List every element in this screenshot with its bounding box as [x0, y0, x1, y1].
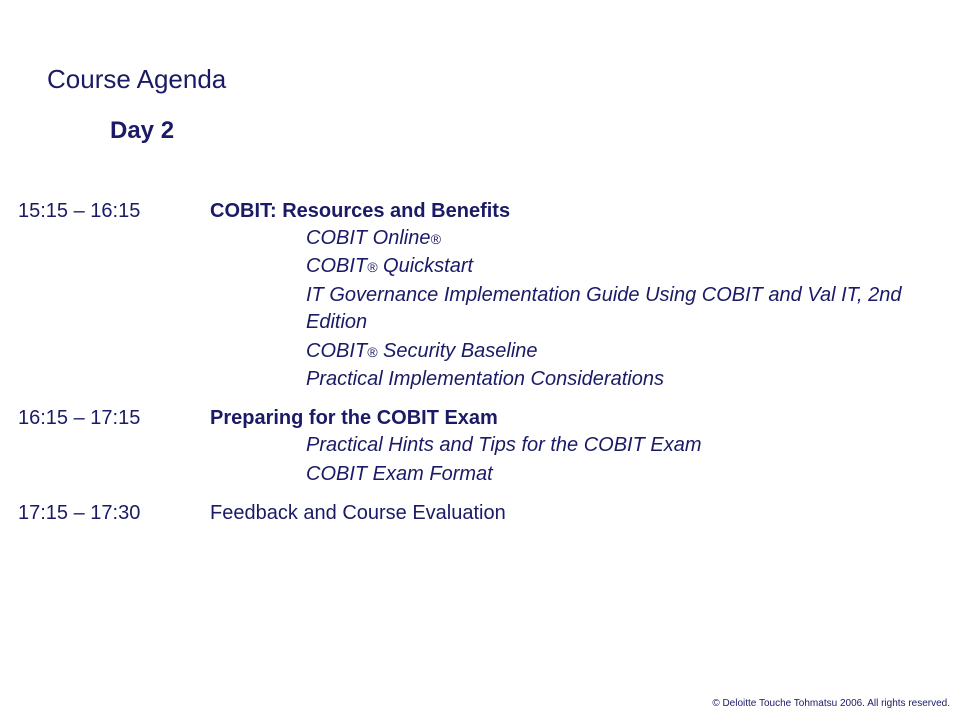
agenda-topic: COBIT: Resources and Benefits [210, 200, 511, 222]
agenda-subtopic [306, 225, 906, 253]
agenda-subtopics [210, 225, 918, 394]
agenda-subtopic [306, 432, 906, 460]
agenda-content [210, 405, 918, 489]
registered-mark: ® [430, 231, 441, 247]
agenda-subtopic [306, 366, 906, 394]
subtopic-text: Practical Hints and Tips for the COBIT Exam [306, 434, 702, 457]
agenda-time: 17:15 – 17:30 [18, 502, 141, 525]
agenda-row [18, 405, 918, 489]
agenda-time: 16:15 – 17:15 [18, 407, 141, 430]
registered-mark: ® [367, 259, 378, 276]
subtopic-text: COBIT [306, 255, 368, 278]
agenda-subtopic [306, 338, 906, 366]
subtopic-text-rest: Quickstart [377, 255, 474, 278]
agenda-subtopic [306, 461, 906, 489]
copyright-footer: © Deloitte Touche Tohmatsu 2006. All rights reserved. [712, 698, 950, 709]
subtopic-text: COBIT Online [306, 227, 431, 249]
agenda-topic: Preparing for the COBIT Exam [210, 407, 498, 430]
page-title: Course Agenda [47, 64, 227, 94]
agenda-time: 15:15 – 16:15 [18, 200, 141, 222]
agenda-row [18, 500, 918, 527]
day-heading: Day 2 [110, 117, 175, 144]
subtopic-text-rest: Security Baseline [377, 339, 538, 362]
subtopic-text: IT Governance Implementation Guide Using COBIT and Val IT, 2nd Edition [306, 283, 902, 334]
agenda-row [18, 198, 918, 394]
agenda-content [210, 500, 918, 527]
agenda-subtopic [306, 282, 906, 338]
subtopic-text: Practical Implementation Considerations [306, 368, 664, 391]
agenda-subtopic [306, 253, 906, 281]
subtopic-text: COBIT Exam Format [306, 462, 493, 485]
agenda-content [210, 198, 918, 394]
agenda-subtopics [210, 432, 918, 489]
agenda-list [18, 198, 918, 538]
agenda-topic: Feedback and Course Evaluation [210, 502, 506, 525]
registered-mark: ® [367, 343, 378, 360]
subtopic-text: COBIT [306, 339, 368, 362]
